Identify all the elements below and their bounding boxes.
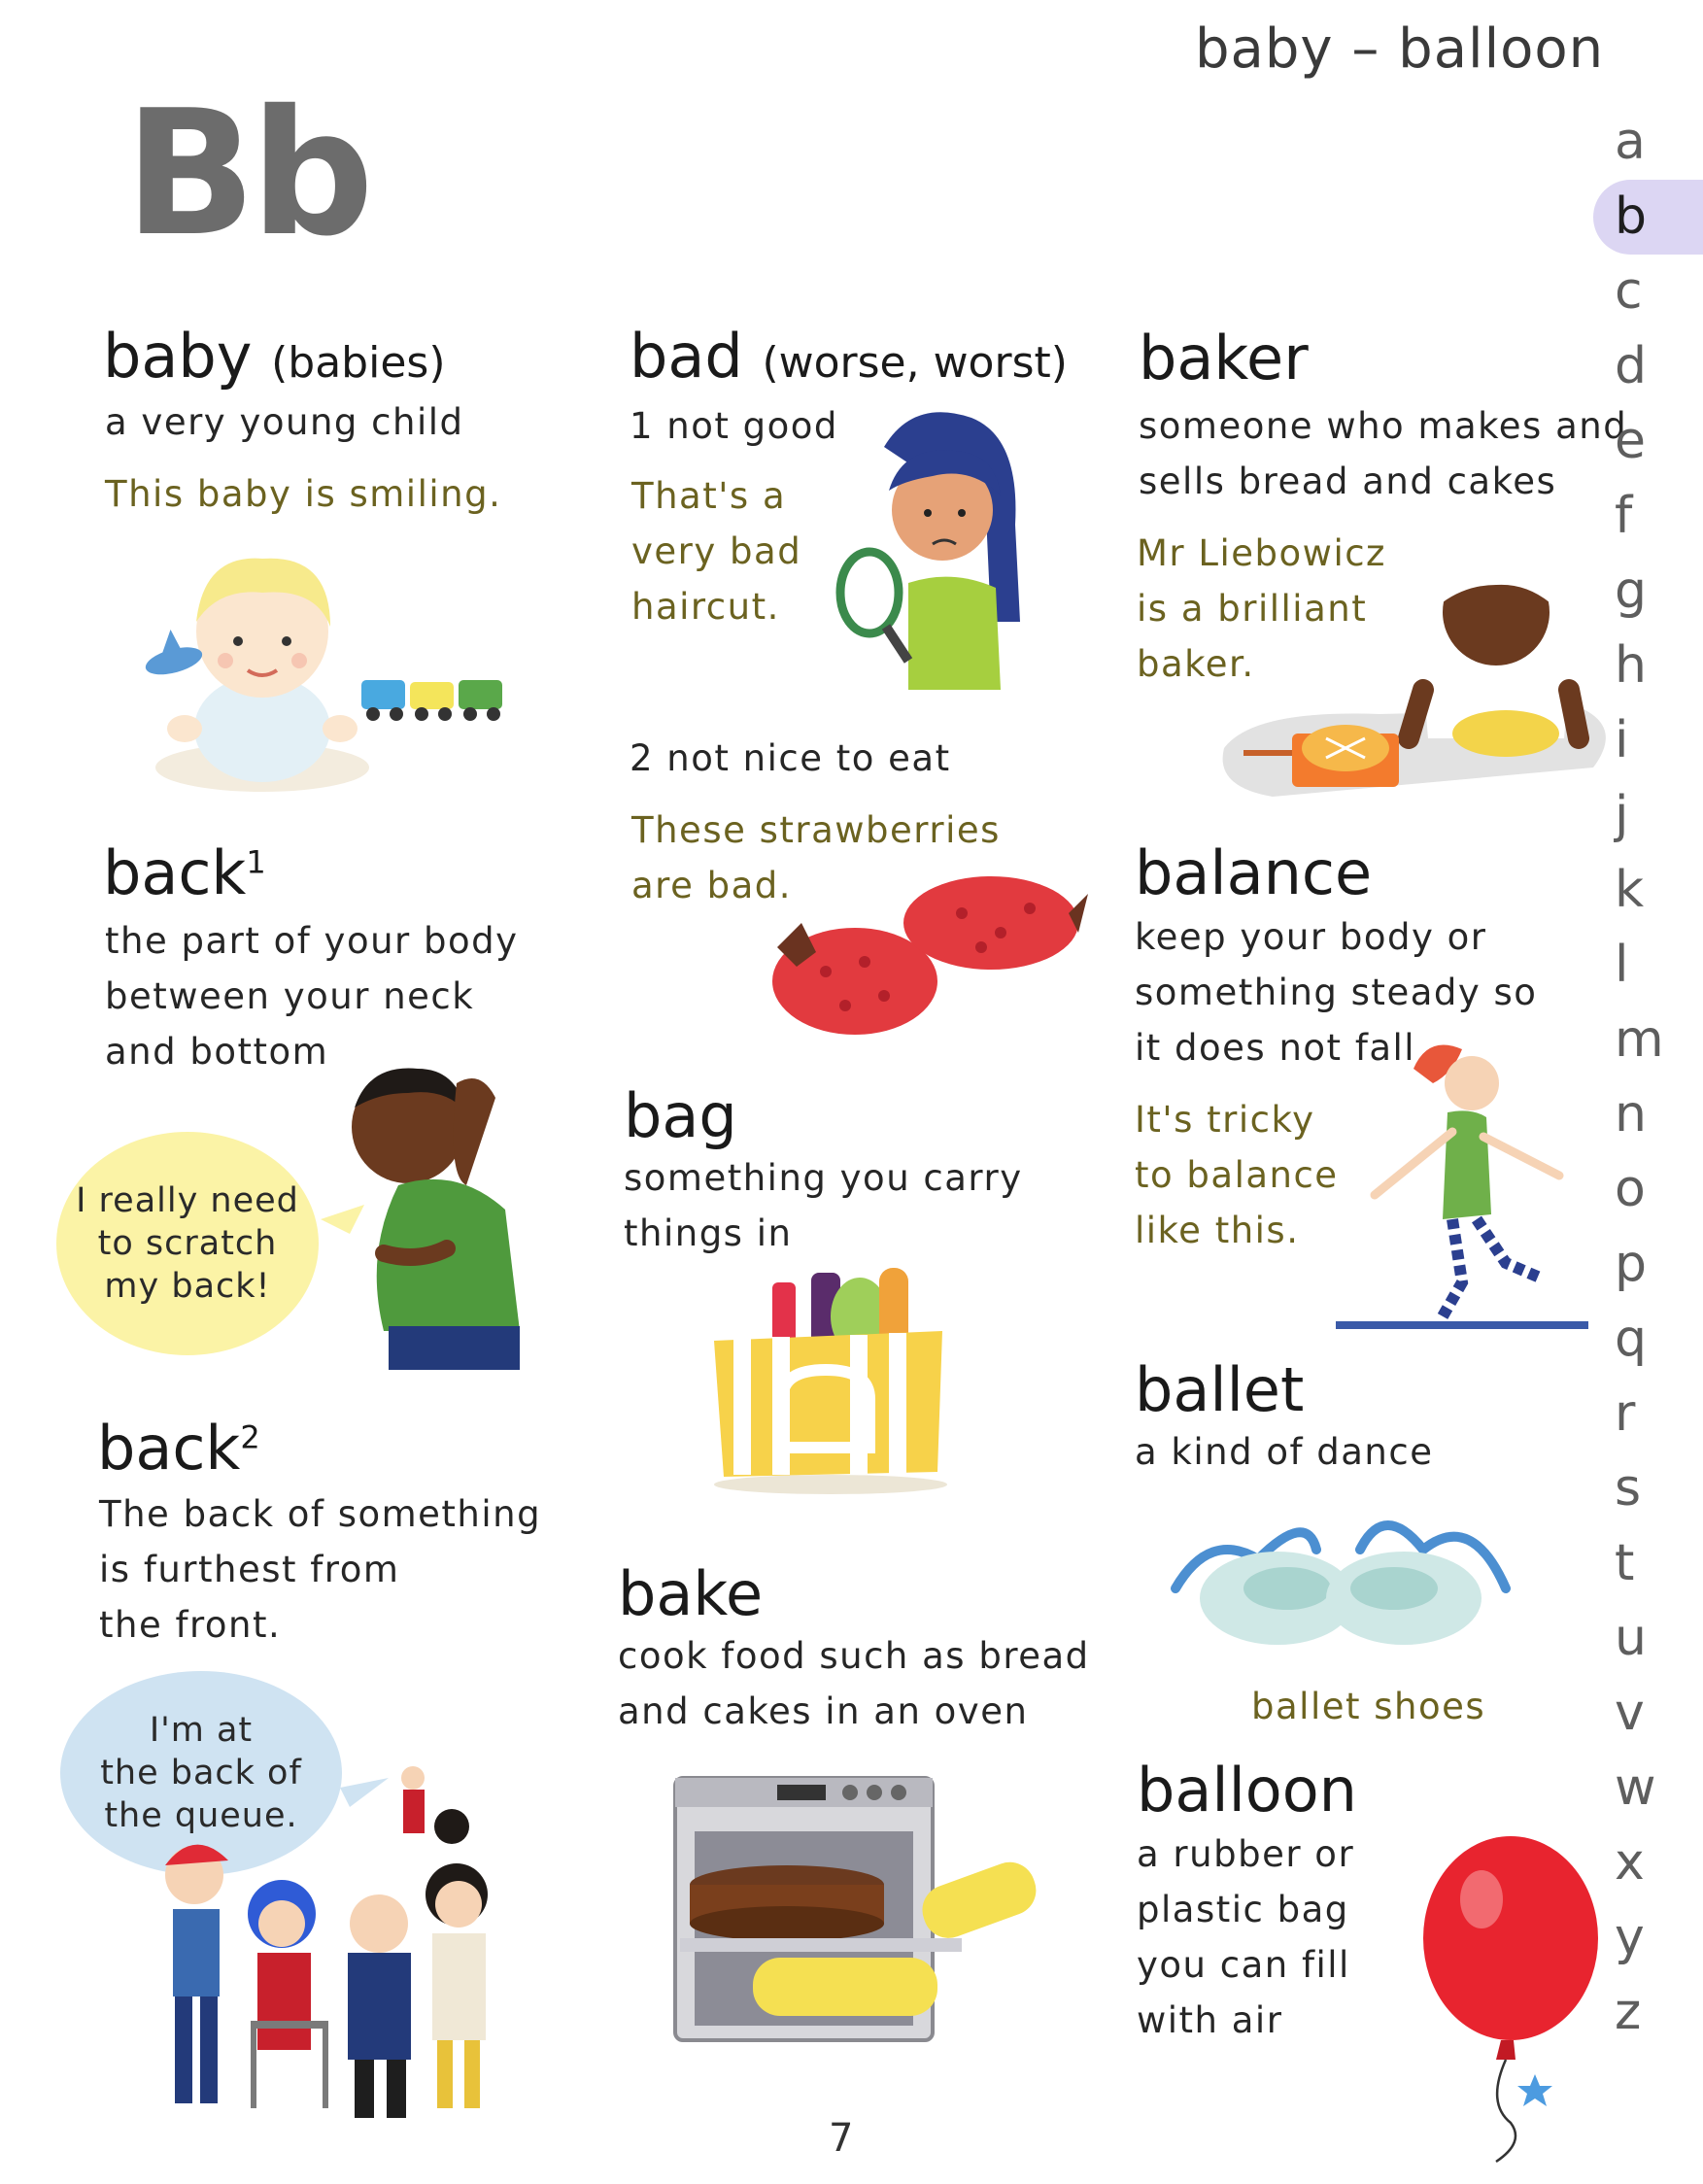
caption-ballet-shoes: ballet shoes bbox=[1251, 1686, 1486, 1727]
headword-back-1-word: back bbox=[103, 837, 247, 908]
definition-line: the part of your body bbox=[105, 920, 519, 962]
alphabet-tab-i[interactable]: i bbox=[1615, 711, 1629, 769]
alphabet-tab-c[interactable]: c bbox=[1615, 262, 1643, 321]
headword-back-1 bbox=[103, 837, 266, 908]
alphabet-tab-j[interactable]: j bbox=[1615, 786, 1629, 844]
definition-back-2 bbox=[99, 1486, 541, 1653]
headword-back-2-sup: 2 bbox=[240, 1418, 260, 1456]
definition-line: the front. bbox=[99, 1604, 282, 1646]
example-bad-1 bbox=[631, 468, 801, 634]
headword-balloon: balloon bbox=[1137, 1755, 1357, 1826]
definition-line: with air bbox=[1137, 1999, 1283, 2041]
headword-baker: baker bbox=[1139, 323, 1309, 393]
headword-bad-forms: (worse, worst) bbox=[762, 338, 1068, 388]
shopping-bag-illustration bbox=[704, 1263, 967, 1496]
headword-bad bbox=[630, 321, 1068, 392]
alphabet-index bbox=[1593, 105, 1703, 2050]
speech-line: my back! bbox=[104, 1267, 271, 1306]
definition-line: The back of something bbox=[99, 1493, 542, 1535]
definition-line: keep your body or bbox=[1135, 916, 1487, 958]
example-line: is a brilliant bbox=[1137, 588, 1368, 630]
alphabet-tab-a[interactable]: a bbox=[1615, 113, 1646, 171]
alphabet-tab-k[interactable]: k bbox=[1615, 861, 1645, 919]
example-line: very bad bbox=[631, 530, 802, 572]
speech-line: the back of bbox=[100, 1754, 302, 1792]
example-line: haircut. bbox=[631, 586, 780, 628]
alphabet-tab-u[interactable]: u bbox=[1615, 1609, 1647, 1667]
definition-line: things in bbox=[624, 1212, 793, 1254]
example-line: Mr Liebowicz bbox=[1137, 532, 1386, 574]
red-balloon-illustration bbox=[1399, 1841, 1613, 2162]
alphabet-tab-r[interactable]: r bbox=[1615, 1384, 1636, 1443]
speech-line: to scratch bbox=[97, 1224, 278, 1263]
oven-with-cake-illustration bbox=[670, 1773, 1059, 2045]
example-line: like this. bbox=[1135, 1210, 1300, 1251]
definition-line: and bottom bbox=[105, 1031, 329, 1073]
alphabet-tab-h[interactable]: h bbox=[1615, 636, 1647, 695]
alphabet-tab-n[interactable]: n bbox=[1615, 1085, 1647, 1143]
example-line: These strawberries bbox=[631, 809, 1001, 851]
alphabet-tab-e[interactable]: e bbox=[1615, 412, 1646, 470]
definition-line: it does not fall bbox=[1135, 1027, 1416, 1069]
section-letter: Bb bbox=[124, 73, 369, 274]
definition-baby: a very young child bbox=[105, 401, 464, 443]
definition-line: and cakes in an oven bbox=[618, 1690, 1029, 1732]
definition-bad-sense-2: 2 not nice to eat bbox=[630, 737, 951, 779]
page-header-range: baby – balloon bbox=[1195, 17, 1605, 81]
definition-line: between your neck bbox=[105, 975, 475, 1017]
definition-line: something you carry bbox=[624, 1157, 1023, 1199]
baby-with-toys-illustration bbox=[136, 534, 515, 797]
page-number: 7 bbox=[829, 2116, 854, 2161]
alphabet-tab-y[interactable]: y bbox=[1615, 1908, 1645, 1966]
definition-line: someone who makes and bbox=[1139, 405, 1628, 447]
alphabet-tab-p[interactable]: p bbox=[1615, 1235, 1648, 1293]
alphabet-tab-o[interactable]: o bbox=[1615, 1160, 1646, 1218]
headword-back-2 bbox=[97, 1413, 260, 1484]
definition-ballet: a kind of dance bbox=[1135, 1431, 1434, 1473]
alphabet-tab-v[interactable]: v bbox=[1615, 1684, 1645, 1742]
alphabet-tab-z[interactable]: z bbox=[1615, 1983, 1642, 2041]
example-line: are bad. bbox=[631, 865, 793, 906]
alphabet-tab-x[interactable]: x bbox=[1615, 1833, 1645, 1892]
headword-balance: balance bbox=[1135, 837, 1373, 908]
example-balance bbox=[1135, 1092, 1339, 1258]
boy-scratching-back-illustration bbox=[311, 1040, 544, 1370]
girl-balancing-illustration bbox=[1336, 1040, 1588, 1341]
headword-baby-word: baby bbox=[103, 321, 253, 392]
definition-bag bbox=[624, 1150, 1023, 1261]
example-baby: This baby is smiling. bbox=[105, 473, 502, 515]
headword-back-2-word: back bbox=[97, 1413, 241, 1484]
alphabet-tab-w[interactable]: w bbox=[1615, 1758, 1656, 1817]
alphabet-tab-m[interactable]: m bbox=[1615, 1010, 1664, 1069]
headword-bake: bake bbox=[618, 1558, 764, 1629]
example-line: baker. bbox=[1137, 643, 1255, 685]
ballet-shoes-illustration bbox=[1171, 1491, 1511, 1656]
definition-bake bbox=[618, 1628, 1090, 1739]
baker-kneading-dough-illustration bbox=[1214, 544, 1622, 806]
example-line: It's tricky bbox=[1135, 1099, 1315, 1141]
alphabet-tab-b[interactable]: b bbox=[1593, 180, 1703, 255]
alphabet-tab-d[interactable]: d bbox=[1615, 337, 1648, 395]
definition-line: cook food such as bread bbox=[618, 1635, 1090, 1677]
definition-baker bbox=[1139, 398, 1627, 509]
definition-line: sells bread and cakes bbox=[1139, 461, 1557, 502]
example-line: to balance bbox=[1135, 1154, 1339, 1196]
alphabet-tab-g[interactable]: g bbox=[1615, 562, 1648, 620]
definition-line: a rubber or bbox=[1137, 1833, 1355, 1875]
headword-bad-word: bad bbox=[630, 321, 743, 392]
definition-line: you can fill bbox=[1137, 1944, 1350, 1986]
alphabet-tab-f[interactable]: f bbox=[1615, 487, 1633, 545]
bad-strawberries-illustration bbox=[758, 855, 1088, 1049]
definition-balloon bbox=[1137, 1826, 1354, 2048]
definition-line: is furthest from bbox=[99, 1549, 400, 1590]
speech-line: the queue. bbox=[104, 1796, 298, 1835]
speech-bubble-back-1 bbox=[56, 1132, 319, 1355]
headword-back-1-sup: 1 bbox=[246, 843, 266, 881]
alphabet-tab-l[interactable]: l bbox=[1615, 936, 1629, 994]
headword-bag: bag bbox=[624, 1080, 737, 1151]
speech-line: I'm at bbox=[149, 1711, 254, 1750]
definition-bad-sense-1: 1 not good bbox=[630, 405, 838, 447]
alphabet-tab-q[interactable]: q bbox=[1615, 1310, 1648, 1368]
girl-with-magnifier-illustration bbox=[826, 398, 1049, 690]
speech-line: I really need bbox=[76, 1181, 299, 1220]
definition-line: something steady so bbox=[1135, 972, 1538, 1013]
headword-baby-plural: (babies) bbox=[271, 338, 446, 388]
headword-ballet: ballet bbox=[1135, 1354, 1305, 1425]
alphabet-tab-s[interactable]: s bbox=[1615, 1459, 1642, 1518]
definition-line: plastic bag bbox=[1137, 1889, 1349, 1930]
queue-of-people-illustration bbox=[136, 1749, 554, 2128]
alphabet-tab-t[interactable]: t bbox=[1615, 1534, 1635, 1592]
example-line: That's a bbox=[631, 475, 787, 517]
headword-baby bbox=[103, 321, 446, 392]
